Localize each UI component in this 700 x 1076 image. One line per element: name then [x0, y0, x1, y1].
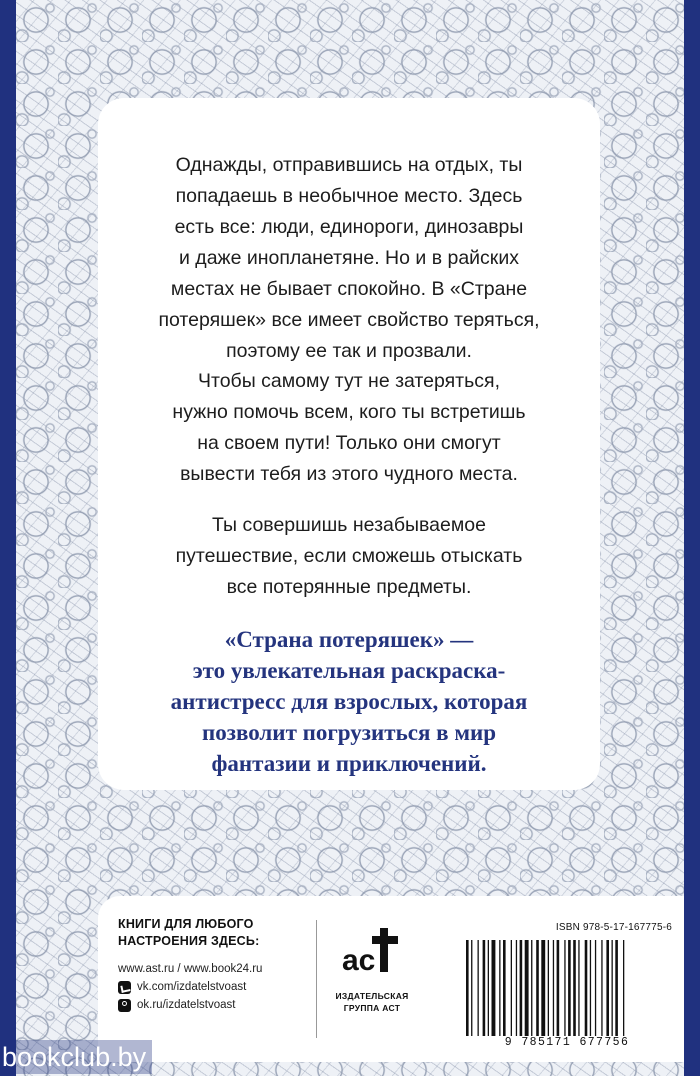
- description-paragraph-1: Однажды, отправившись на отдых, ты попадаешь в необычное место. Здесь есть все: люди, единороги, динозавры и даже инопланетяне. Но и в райских местах не бывает спокойно. В «Стране потеряшек» все имеет свойство теряться, поэтому ее так и прозвали.: [158, 154, 540, 362]
- divider: [316, 920, 317, 1038]
- barcode: [462, 940, 672, 1036]
- website-links[interactable]: www.ast.ru / www.book24.ru: [118, 963, 263, 975]
- publisher-logo: [322, 922, 422, 1014]
- odnoklassniki-icon: [118, 999, 131, 1012]
- publisher-info-panel: [98, 896, 684, 1062]
- vk-icon: [118, 981, 131, 994]
- ast-logo-text: ас: [342, 944, 376, 977]
- contacts-block: [118, 916, 308, 1014]
- watermark: bookclub.by: [0, 1040, 152, 1074]
- description-panel: [98, 98, 600, 790]
- description-paragraph-3: Ты совершишь незабываемое путешествие, если сможешь отыскать все потерянные предметы.: [175, 514, 523, 598]
- publisher-caption: ИЗДАТЕЛЬСКАЯ ГРУППА АСТ: [335, 991, 409, 1013]
- barcode-number: 9 785171 677756: [504, 1036, 630, 1049]
- ok-link[interactable]: ok.ru/izdatelstvoast: [118, 996, 308, 1014]
- description-paragraph-2: Чтобы самому тут не затеряться, нужно помочь всем, кого ты встретишь на своем пути! Только они смогут вывести тебя из этого чудного места.: [172, 370, 526, 485]
- isbn-label: ISBN 978-5-17-167775-6: [555, 922, 672, 933]
- vk-link[interactable]: vk.com/izdatelstvoast: [118, 978, 308, 996]
- highlight-paragraph: «Страна потеряшек» — это увлекательная раскраска- антистресс для взрослых, которая позволит погрузиться в мир фантазии и приключений.: [170, 627, 528, 776]
- contacts-title: КНИГИ ДЛЯ ЛЮБОГО НАСТРОЕНИЯ ЗДЕСЬ:: [118, 917, 260, 948]
- ast-logo-mark: [340, 922, 404, 982]
